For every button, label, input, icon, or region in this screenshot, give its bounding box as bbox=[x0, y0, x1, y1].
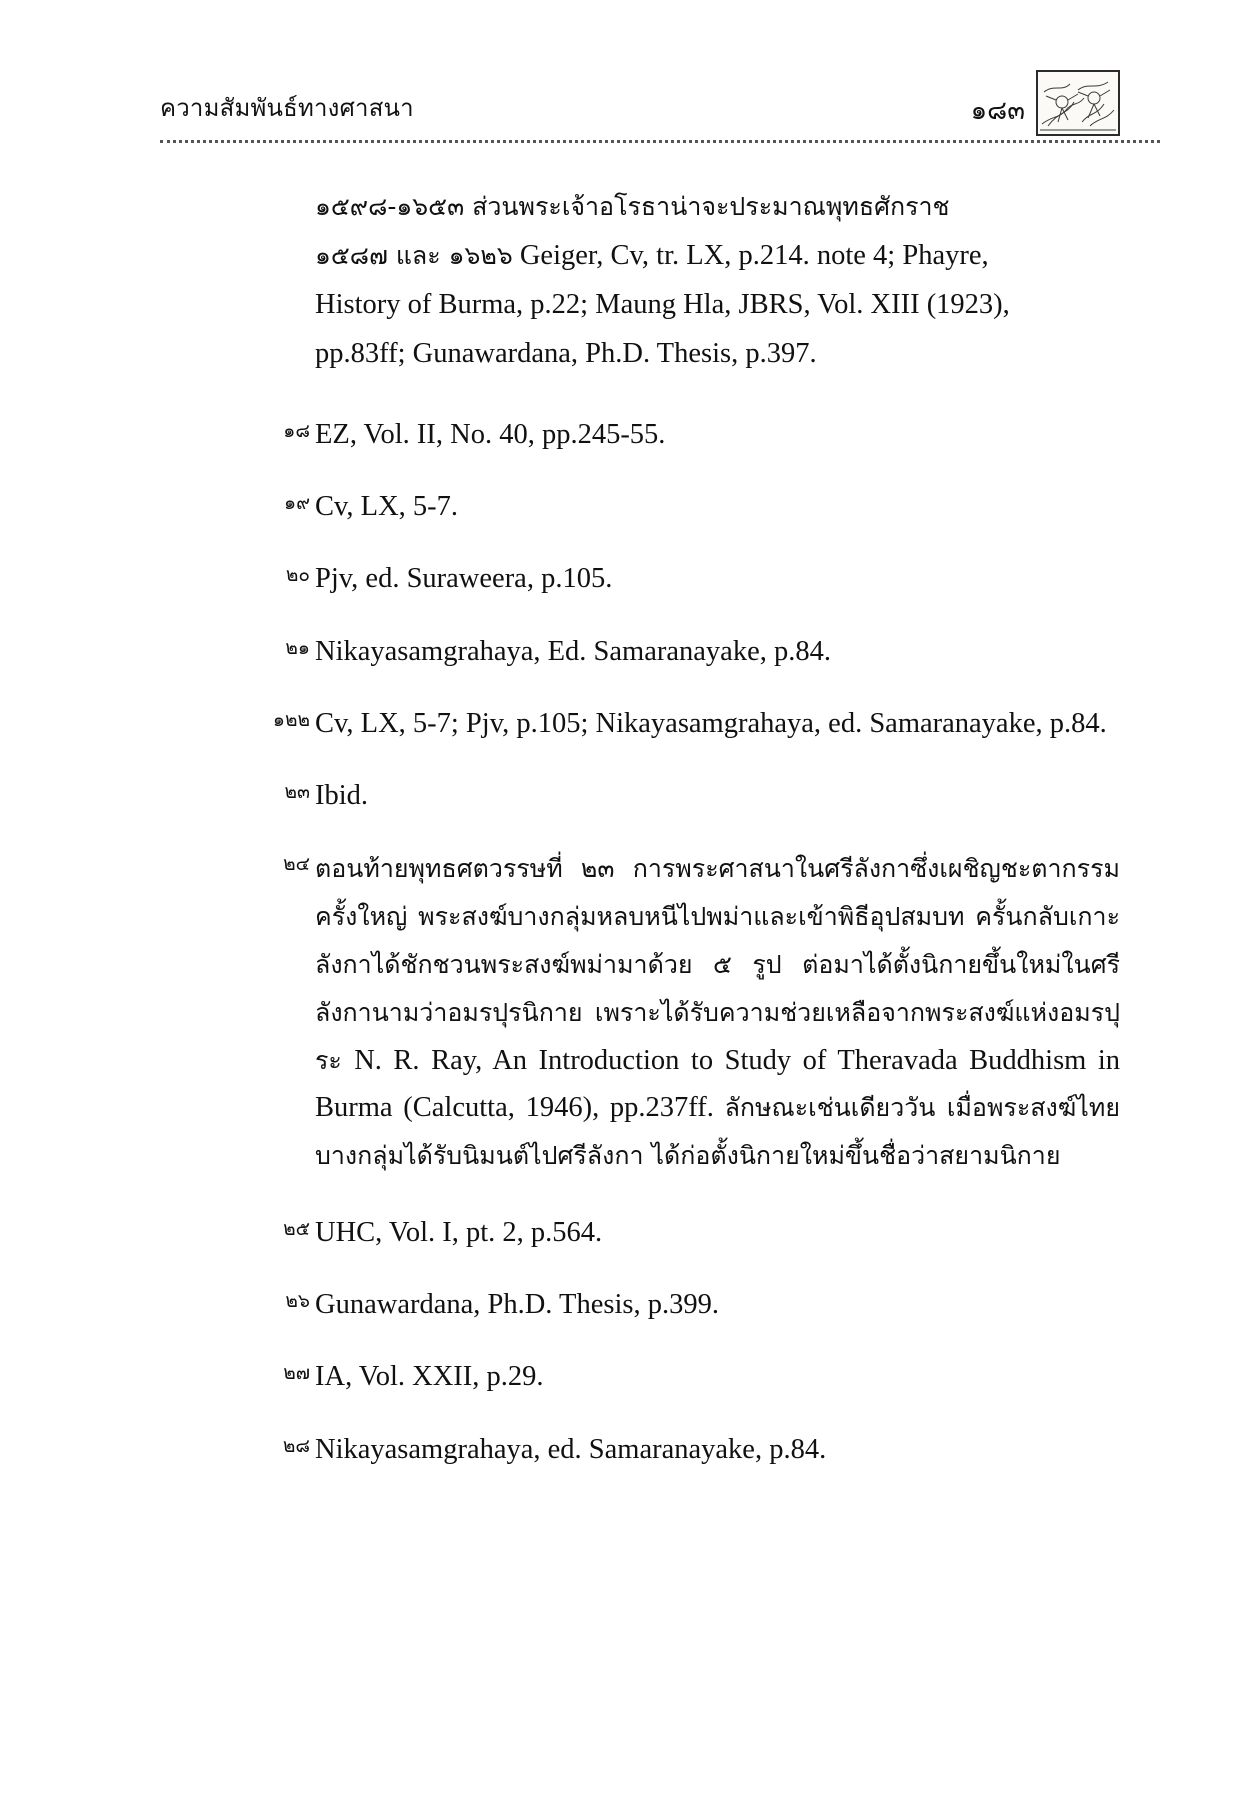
footnote-text-thai-part-1: ตอนท้ายพุทธศตวรรษที่ ๒๓ การพระศาสนาในศรีลังกาซึ่งเผชิญชะตากรรมครั้งใหญ่ พระสงฆ์บางกลุ่มหลบหนีไปพม่าและเข้าพิธีอุปสมบท ครั้นกลับเกาะลังกาได้ชักชวนพระสงฆ์พม่ามาด้วย ๕ รูป ต่อมาได้ตั้งนิกายขึ้นใหม่ในศรีลังกานามว่าอมรปุรนิกาย เพราะได้รับความช่วยเหลือจากพระสงฆ์แห่งอมรปุระ bbox=[315, 854, 1120, 1075]
footnote-item bbox=[160, 773, 1120, 819]
footnote-item bbox=[160, 1427, 1120, 1473]
footnote-marker: ๒๘ bbox=[282, 1434, 310, 1457]
footnote-marker: ๒๑ bbox=[285, 636, 310, 659]
footnote-text bbox=[315, 845, 1120, 1180]
footnote-text: Nikayasamgrahaya, ed. Samaranayake, p.84. bbox=[315, 1433, 827, 1465]
footnotes-column bbox=[160, 182, 1120, 1499]
footnote-item bbox=[160, 629, 1120, 675]
continued-line-3: History of Burma, p.22; Maung Hla, JBRS, Vol. XIII (1923), bbox=[315, 289, 1010, 321]
page-header bbox=[160, 88, 1120, 148]
footnote-text-thai-part-2: ลักษณะเช่นเดียววัน เมื่อพระสงฆ์ไทยบางกลุ่มได้รับนิมนต์ไปศรีลังกา ได้ก่อตั้งนิกายใหม่ขึ้นชื่อว่าสยามนิกาย bbox=[315, 1093, 1120, 1171]
footnote-item bbox=[160, 701, 1120, 747]
footnote-marker: ๒๗ bbox=[283, 1362, 310, 1385]
footnote-marker: ๒๔ bbox=[283, 853, 310, 875]
footnote-text: IA, Vol. XXII, p.29. bbox=[315, 1361, 544, 1393]
footnote-marker: ๑๒๒ bbox=[272, 708, 310, 731]
footnote-marker: ๒๐ bbox=[285, 564, 310, 587]
footnote-marker: ๒๖ bbox=[285, 1290, 310, 1313]
decorative-figure-vignette-icon bbox=[1036, 70, 1120, 136]
footnote-text: Pjv, ed. Suraweera, p.105. bbox=[315, 563, 613, 595]
footnote-item bbox=[160, 484, 1120, 530]
footnote-text: EZ, Vol. II, No. 40, pp.245-55. bbox=[315, 419, 666, 451]
continued-line-2-thai: ๑๕๘๗ และ ๑๖๒๖ bbox=[315, 241, 513, 271]
footnote-item bbox=[160, 556, 1120, 602]
footnote-text: Gunawardana, Ph.D. Thesis, p.399. bbox=[315, 1289, 719, 1321]
footnote-item bbox=[160, 845, 1120, 1180]
footnote-marker: ๒๕ bbox=[283, 1218, 310, 1241]
continued-line-2 bbox=[315, 231, 1120, 280]
footnote-marker: ๑๘ bbox=[283, 420, 310, 443]
continued-line-1 bbox=[315, 182, 1120, 231]
continued-line-2-latin: Geiger, Cv, tr. LX, p.214. note 4; Phayre, bbox=[519, 240, 989, 272]
header-divider bbox=[160, 140, 1160, 143]
footnote-item bbox=[160, 1210, 1120, 1256]
page-number: ๑๘๓ bbox=[970, 96, 1025, 126]
footnote-text: Cv, LX, 5-7; Pjv, p.105; Nikayasamgrahaya, ed. Samaranayake, p.84. bbox=[315, 707, 1107, 739]
footnote-marker: ๑๙ bbox=[284, 492, 310, 515]
footnote-text: Cv, LX, 5-7. bbox=[315, 491, 459, 523]
footnote-marker: ๒๓ bbox=[284, 780, 310, 803]
footnote-text: Ibid. bbox=[315, 779, 369, 811]
footnote-item bbox=[160, 1354, 1120, 1400]
footnote-item bbox=[160, 412, 1120, 458]
header-running-title: ความสัมพันธ์ทางศาสนา bbox=[160, 94, 414, 122]
continued-footnote-block bbox=[160, 182, 1120, 378]
footnote-text: UHC, Vol. I, pt. 2, p.564. bbox=[315, 1217, 603, 1249]
footnote-item bbox=[160, 1282, 1120, 1328]
continued-line-1-thai: ๑๕๙๘-๑๖๕๓ ส่วนพระเจ้าอโรธาน่าจะประมาณพุทธศักราช bbox=[315, 192, 950, 221]
footnote-text: Nikayasamgrahaya, Ed. Samaranayake, p.84. bbox=[315, 635, 831, 667]
continued-line-4: pp.83ff; Gunawardana, Ph.D. Thesis, p.397. bbox=[315, 338, 817, 370]
footnote-text-latin-part: N. R. Ray, An Introduction to Study of Theravada Buddhism in Burma (Calcutta, 1946), pp.237ff. bbox=[315, 1044, 1121, 1124]
